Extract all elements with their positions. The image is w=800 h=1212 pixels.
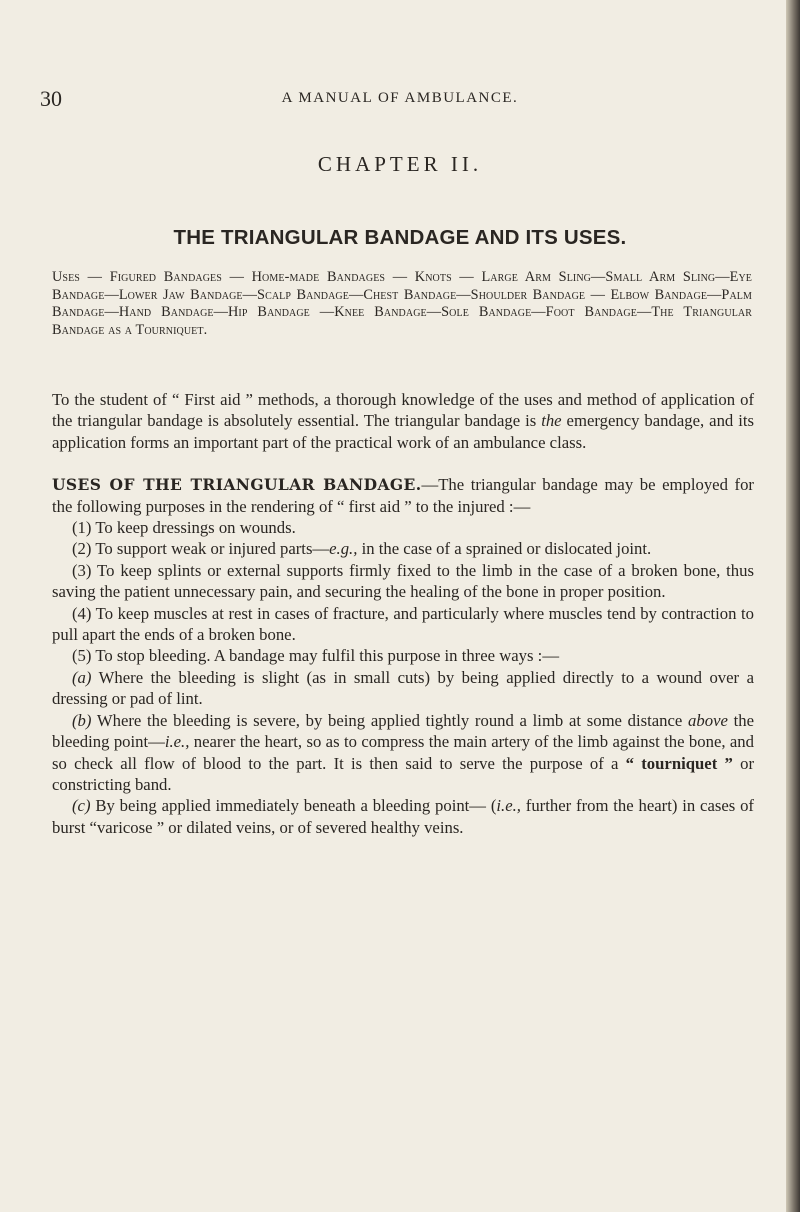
- sub-c-label: (c): [72, 796, 91, 816]
- list-item-4: (4) To keep muscles at rest in cases of fracture, and particularly where muscles tend by contraction to pull apart the ends of a broken bone.: [52, 603, 754, 645]
- page-edge: [786, 0, 800, 1212]
- uses-paragraph: [52, 474, 754, 517]
- sub-c-text-2: further from the heart) in cases of burst “varicose ” or dilated veins, or of severed healthy veins.: [52, 796, 754, 837]
- chapter-number: CHAPTER II.: [317, 152, 483, 176]
- sub-b-text-3: nearer the heart, so as to compress the main artery of the limb against the bone, and so check all flow of blood to the part. It is then said to serve the purpose of a: [52, 732, 754, 773]
- sub-b-text-4: or constricting band.: [52, 753, 755, 794]
- item2-emphasis: e.g.,: [329, 539, 358, 559]
- body-text: [52, 389, 754, 838]
- page-header: [0, 86, 800, 116]
- sub-a-text: Where the bleeding is slight (as in small cuts) by being applied directly to a wound over a dressing or pad of lint.: [52, 667, 754, 709]
- list-item-2: [52, 538, 754, 559]
- section-heading: USES OF THE TRIANGULAR BANDAGE.: [52, 475, 422, 495]
- sub-item-a: [52, 667, 754, 710]
- item2-text-end: in the case of a sprained or dislocated joint.: [357, 539, 652, 559]
- running-head: A MANUAL OF AMBULANCE.: [281, 90, 519, 106]
- intro-text: To the student of “ First aid ” methods, a thorough knowledge of the uses and method of application of the triangular bandage is absolutely essential. The triangular bandage is: [52, 390, 754, 431]
- sub-item-b: [52, 710, 754, 796]
- list-item-5: (5) To stop bleeding. A bandage may fulfil this purpose in three ways :—: [72, 646, 560, 666]
- intro-emphasis: the: [541, 411, 562, 431]
- chapter-title: THE TRIANGULAR BANDAGE AND ITS USES.: [173, 226, 627, 249]
- sub-c-emphasis: i.e.,: [496, 796, 521, 816]
- intro-paragraph: [52, 389, 754, 453]
- uses-intro: —The triangular bandage may be employed for the following purposes in the rendering of “ first aid ” to the injured :—: [52, 475, 754, 516]
- chapter-synopsis: Uses — Figured Bandages — Home-made Bandages — Knots — Large Arm Sling—Small Arm Sling—Eye Bandage—Lower Jaw Bandage—Scalp Bandage—Chest Bandage—Shoulder Bandage — Elbow Bandage—Palm Bandage—Hand Bandage—Hip Bandage —Knee Bandage—Sole Bandage—Foot Bandage—The Triangular Bandage as a Tourniquet.: [52, 269, 752, 339]
- intro-text-end: emergency bandage, and its application forms an important part of the practical work of an ambulance class.: [52, 411, 754, 452]
- sub-b-emphasis-2: i.e.,: [164, 732, 190, 752]
- sub-b-text-2: the bleeding point—: [52, 710, 755, 752]
- item2-text: (2) To support weak or injured parts—: [72, 539, 330, 559]
- page-number: 30: [40, 86, 62, 111]
- sub-b-text-1: Where the bleeding is severe, by being applied tightly round a limb at some distance: [91, 710, 689, 730]
- list-item-3: (3) To keep splints or external supports firmly fixed to the limb in the case of a broken bone, thus saving the patient unnecessary pain, and securing the healing of the bone in proper position.: [52, 560, 754, 602]
- sub-item-c: [52, 795, 754, 838]
- sub-b-label: (b): [72, 710, 92, 730]
- sub-c-text-1: By being applied immediately beneath a bleeding point— (: [90, 796, 497, 816]
- sub-a-label: (a): [72, 667, 92, 687]
- sub-b-strong: “ tourniquet ”: [625, 753, 733, 773]
- sub-b-emphasis-1: above: [688, 710, 728, 730]
- list-item-1: (1) To keep dressings on wounds.: [72, 518, 296, 538]
